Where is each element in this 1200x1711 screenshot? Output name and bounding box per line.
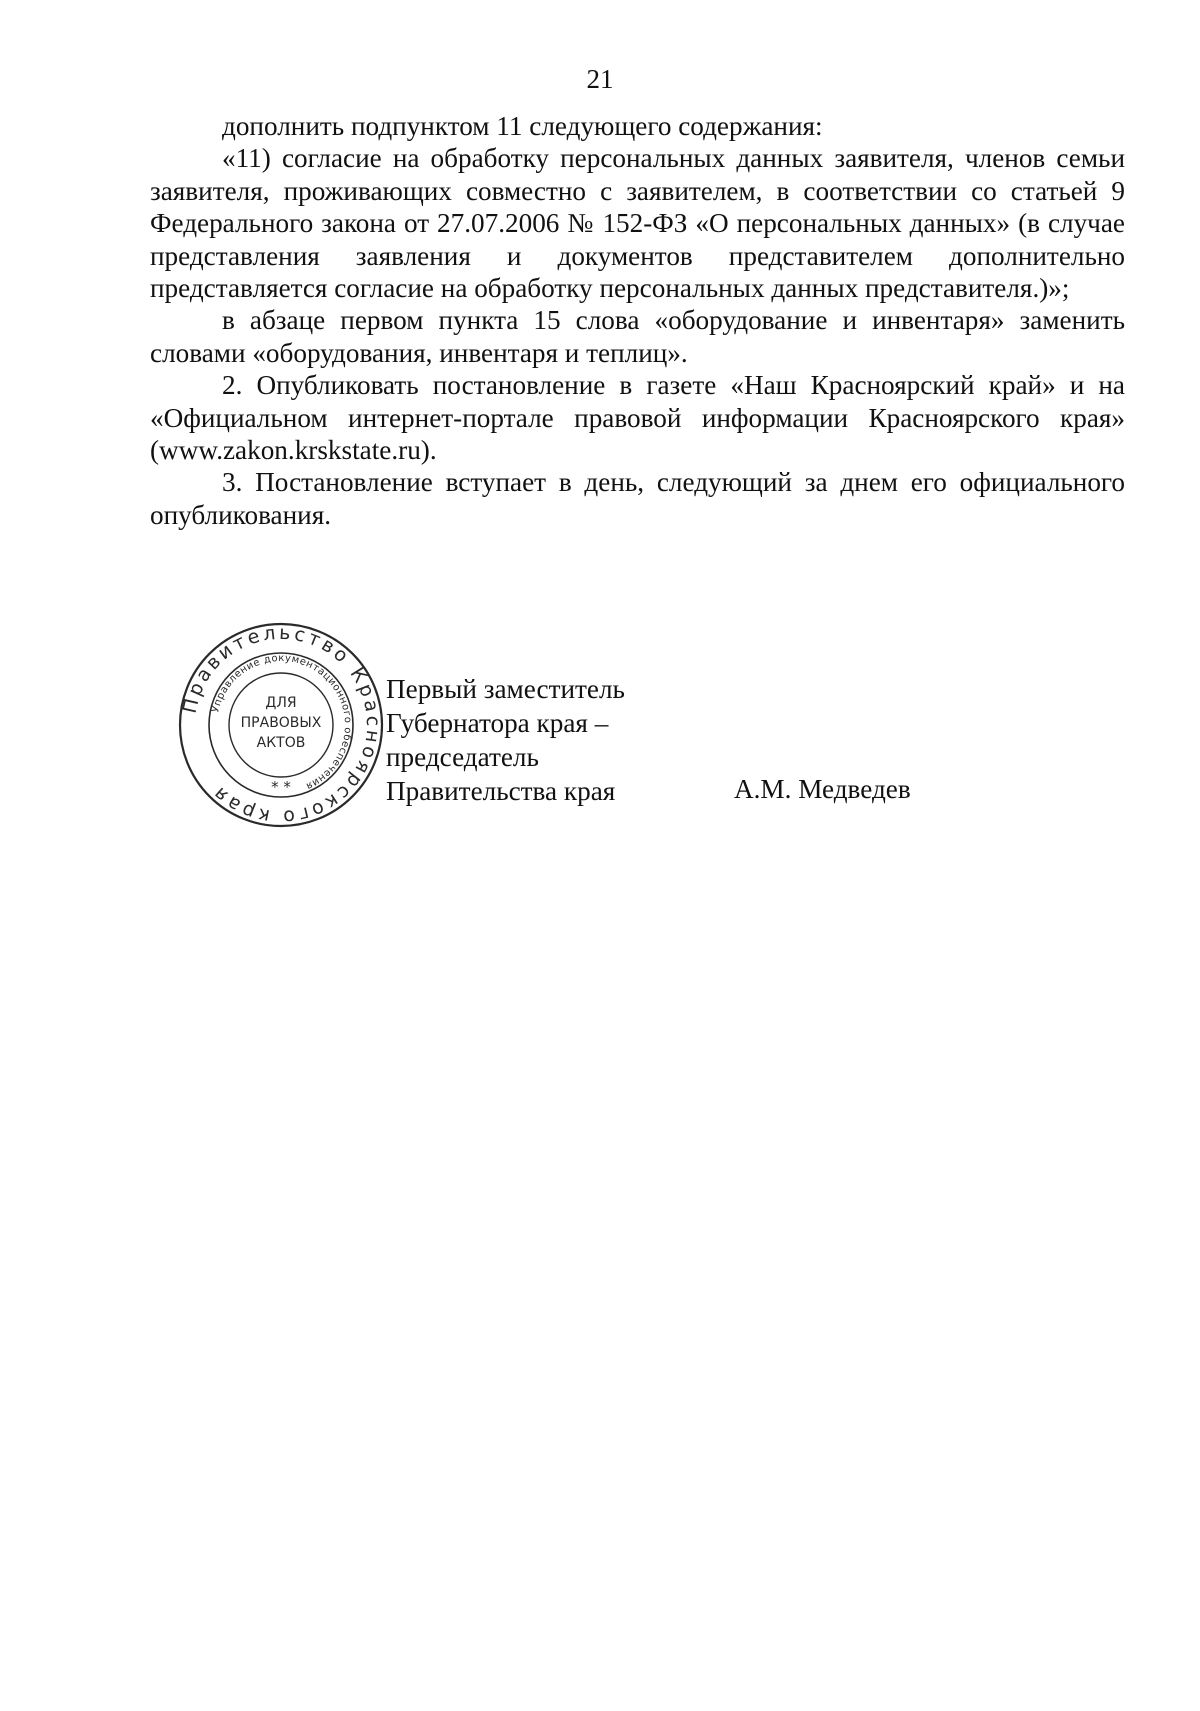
seal-outer-text: Правительство Красноярского края <box>178 621 385 829</box>
seal-center-line-2: ПРАВОВЫХ <box>240 715 322 731</box>
seal-center-line-1: ДЛЯ <box>265 695 297 711</box>
seal-stars: * * <box>271 778 291 796</box>
paragraph-item-15: в абзаце первом пункта 15 слова «оборудование и инвентаря» заменить словами «оборудования, инвентаря и теплиц». <box>150 305 1125 368</box>
paragraph-publish: 2. Опубликовать постановление в газете «Наш Красноярский край» и на «Официальном интернет-портале правовой информации Красноярского края» (www.zakon.krskstate.ru). <box>150 370 1125 466</box>
signer-name: А.М. Медведев <box>734 774 911 804</box>
paragraph-effective: 3. Постановление вступает в день, следующий за днем его официального опубликования. <box>150 467 1125 530</box>
seal-center-line-3: АКТОВ <box>256 735 306 751</box>
signer-title-line-4: Правительства края <box>386 776 616 806</box>
seal-inner-text: Управление документационного обеспечения <box>210 652 354 792</box>
paragraph-intro: дополнить подпунктом 11 следующего содержания: <box>222 111 823 141</box>
signer-title-line-1: Первый заместитель <box>386 674 625 704</box>
signer-title-line-2: Губернатора края – <box>386 708 609 738</box>
paragraph-subitem-11: «11) согласие на обработку персональных данных заявителя, членов семьи заявителя, проживающих совместно с заявителем, в соответствии со статьей 9 Федерального закона от 27.07.2006 № 152-ФЗ «О персональных данных» (в случае представления заявления и документов представителем дополнительно представляется согласие на обработку персональных данных представителя.)»; <box>150 143 1125 304</box>
document-body <box>150 110 1125 531</box>
official-seal-stamp <box>176 620 386 830</box>
signer-title <box>386 672 625 808</box>
page-number: 21 <box>586 64 614 94</box>
signer-title-line-3: председатель <box>386 742 539 772</box>
